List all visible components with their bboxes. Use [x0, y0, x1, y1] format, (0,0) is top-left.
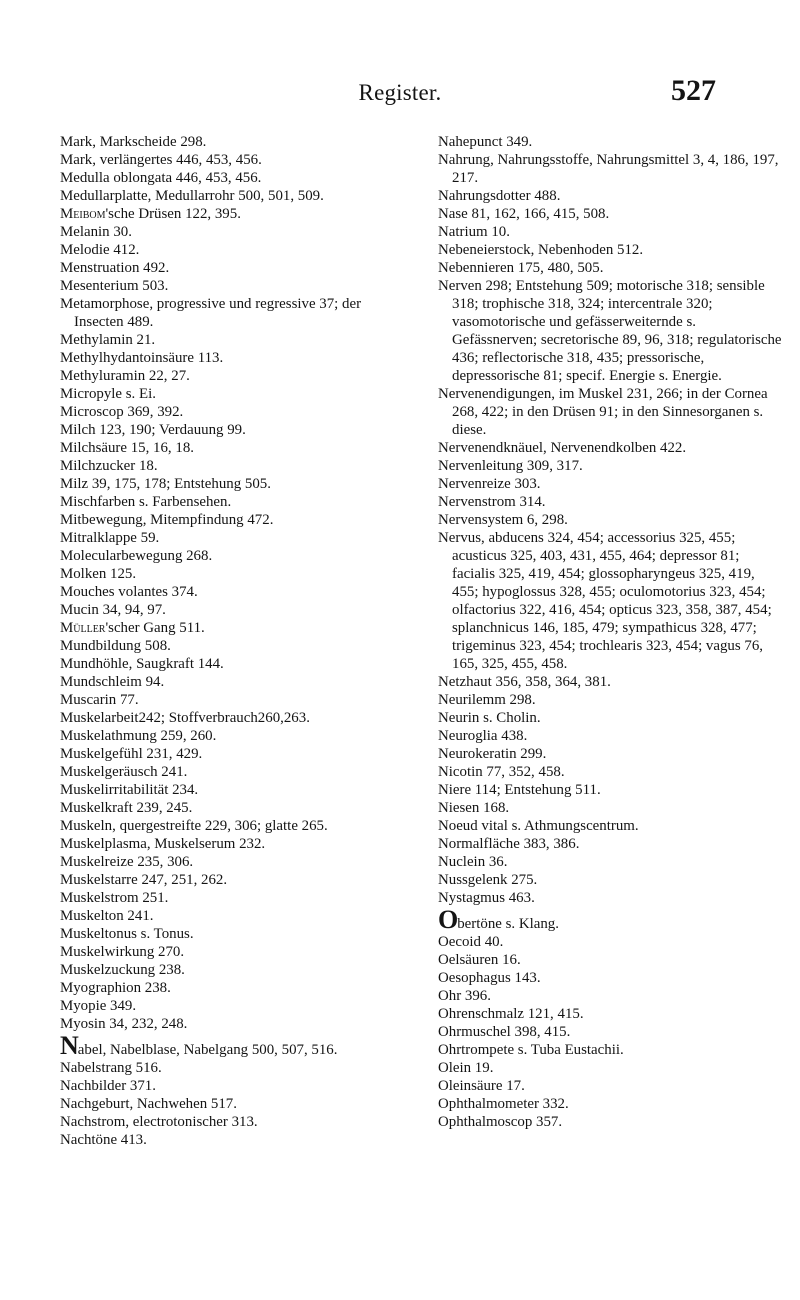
index-entry: Niere 114; Entstehung 511. — [438, 782, 601, 798]
index-entry: Muskelstrom 251. — [60, 890, 169, 906]
index-entry: Nervenendknäuel, Nervenendkolben 422. — [438, 440, 687, 456]
index-entry: Metamorphose, progressive und regressive 37; der Insecten 489. — [60, 296, 362, 330]
index-entry: Nachtöne 413. — [60, 1132, 147, 1148]
index-entry: Muskelarbeit242; Stoffverbrauch260,263. — [60, 710, 310, 726]
index-entry: Neurokeratin 299. — [438, 746, 547, 762]
index-entry: Mundschleim 94. — [60, 674, 165, 690]
index-entry: Nabel, Nabelblase, Nabelgang 500, 507, 516. — [60, 1031, 338, 1060]
index-entry: Milchsäure 15, 16, 18. — [60, 440, 194, 456]
index-entry: Muskelplasma, Muskelserum 232. — [60, 836, 266, 852]
index-entry: Nervenendigungen, im Muskel 231, 266; in der Cornea 268, 422; in den Drüsen 91; in den Sinnesorganen s. diese. — [438, 386, 768, 438]
index-entry: Ophthalmoscop 357. — [438, 1114, 563, 1130]
index-entry: Netzhaut 356, 358, 364, 381. — [438, 674, 611, 690]
index-entry: Myographion 238. — [60, 980, 171, 996]
index-entry: Mitbewegung, Mitempfindung 472. — [60, 512, 274, 528]
index-column-right — [438, 133, 784, 1131]
index-entry: Muskelreize 235, 306. — [60, 854, 194, 870]
index-entry: Methylhydantoinsäure 113. — [60, 350, 224, 366]
index-entry: Methylamin 21. — [60, 332, 156, 348]
index-entry: Noeud vital s. Athmungscentrum. — [438, 818, 639, 834]
index-entry: Muscarin 77. — [60, 692, 139, 708]
index-entry: Müller'scher Gang 511. — [60, 620, 205, 636]
index-column-left — [60, 133, 405, 1149]
index-entry: Nahrung, Nahrungsstoffe, Nahrungsmittel 3, 4, 186, 197, 217. — [438, 152, 779, 186]
index-entry: Milz 39, 175, 178; Entstehung 505. — [60, 476, 271, 492]
index-entry: Meibom'sche Drüsen 122, 395. — [60, 206, 241, 222]
index-entry: Myosin 34, 232, 248. — [60, 1016, 188, 1032]
index-entry: Nystagmus 463. — [438, 890, 535, 906]
index-entry: Nussgelenk 275. — [438, 872, 538, 888]
index-entry: Muskeln, quergestreifte 229, 306; glatte 265. — [60, 818, 328, 834]
index-entry: Melodie 412. — [60, 242, 140, 258]
index-entry: Obertöne s. Klang. — [438, 905, 559, 934]
index-entry: Nervus, abducens 324, 454; accessorius 325, 455; acusticus 325, 403, 431, 455, 464; depressor 81; facialis 325, 419, 454; glossopharyngeus 325, 419, 455; hypoglossus 328, 455; oculomotorius 323, 454; olfactorius 322, 416, 454; opticus 323, 358, 387, 454; splanchnicus 146, 185, 479; sympathicus 328, 477; trigeminus 323, 454; trochlearis 323, 454; vagus 76, 165, 325, 455, 458. — [438, 530, 772, 672]
index-entry: Molken 125. — [60, 566, 137, 582]
index-entry: Mark, Markscheide 298. — [60, 134, 207, 150]
index-entry: Nerven 298; Entstehung 509; motorische 318; sensible 318; trophische 318, 324; intercentrale 320; vasomotorische und gefässerweiternde s. Gefässnerven; secretorische 89, 96, 318; regulatorische 436; reflectorische 318, 435; pressorische, depressorische 81; specif. Energie s. Energie. — [438, 278, 782, 384]
index-entry: Nervenreize 303. — [438, 476, 541, 492]
index-entry: Methyluramin 22, 27. — [60, 368, 190, 384]
index-entry: Milchzucker 18. — [60, 458, 158, 474]
index-entry: Medulla oblongata 446, 453, 456. — [60, 170, 262, 186]
index-entry: Myopie 349. — [60, 998, 137, 1014]
index-entry: Muskelzuckung 238. — [60, 962, 185, 978]
index-entry: Niesen 168. — [438, 800, 510, 816]
index-entry: Muskelgefühl 231, 429. — [60, 746, 203, 762]
index-entry: Oleinsäure 17. — [438, 1078, 525, 1094]
index-entry: Neurilemm 298. — [438, 692, 536, 708]
index-entry: Ohrmuschel 398, 415. — [438, 1024, 571, 1040]
index-entry: Oelsäuren 16. — [438, 952, 521, 968]
index-entry: Mundhöhle, Saugkraft 144. — [60, 656, 224, 672]
index-entry: Oesophagus 143. — [438, 970, 541, 986]
index-entry: Nebennieren 175, 480, 505. — [438, 260, 604, 276]
index-entry: Muskelathmung 259, 260. — [60, 728, 217, 744]
index-entry: Oecoid 40. — [438, 934, 504, 950]
index-entry: Muskelton 241. — [60, 908, 154, 924]
index-entry: Nervenleitung 309, 317. — [438, 458, 583, 474]
index-entry: Ohrtrompete s. Tuba Eustachii. — [438, 1042, 624, 1058]
index-entry: Mucin 34, 94, 97. — [60, 602, 166, 618]
index-entry: Molecularbewegung 268. — [60, 548, 213, 564]
index-entry: Mesenterium 503. — [60, 278, 169, 294]
index-entry: Neuroglia 438. — [438, 728, 528, 744]
index-entry: Nuclein 36. — [438, 854, 508, 870]
index-entry: Nervensystem 6, 298. — [438, 512, 568, 528]
index-entry: Nicotin 77, 352, 458. — [438, 764, 565, 780]
index-entry: Nabelstrang 516. — [60, 1060, 162, 1076]
index-entry: Microscop 369, 392. — [60, 404, 184, 420]
index-entry: Muskelkraft 239, 245. — [60, 800, 193, 816]
index-entry: Milch 123, 190; Verdauung 99. — [60, 422, 246, 438]
index-entry: Ohrenschmalz 121, 415. — [438, 1006, 584, 1022]
index-entry: Nachgeburt, Nachwehen 517. — [60, 1096, 237, 1112]
index-entry: Nahepunct 349. — [438, 134, 533, 150]
index-entry: Nahrungsdotter 488. — [438, 188, 561, 204]
index-entry: Melanin 30. — [60, 224, 132, 240]
index-entry: Nebeneierstock, Nebenhoden 512. — [438, 242, 644, 258]
index-entry: Nervenstrom 314. — [438, 494, 546, 510]
index-entry: Ophthalmometer 332. — [438, 1096, 569, 1112]
index-entry: Nachstrom, electrotonischer 313. — [60, 1114, 258, 1130]
index-entry: Olein 19. — [438, 1060, 494, 1076]
index-entry: Normalfläche 383, 386. — [438, 836, 580, 852]
index-entry: Neurin s. Cholin. — [438, 710, 541, 726]
running-title: Register. — [358, 80, 442, 105]
index-entry: Mark, verlängertes 446, 453, 456. — [60, 152, 262, 168]
index-entry: Natrium 10. — [438, 224, 510, 240]
index-entry: Muskelwirkung 270. — [60, 944, 185, 960]
index-entry: Mouches volantes 374. — [60, 584, 198, 600]
index-entry: Muskelstarre 247, 251, 262. — [60, 872, 228, 888]
index-entry: Muskelgeräusch 241. — [60, 764, 188, 780]
index-entry: Muskelirritabilität 234. — [60, 782, 199, 798]
index-entry: Mitralklappe 59. — [60, 530, 160, 546]
page-number: 527 — [671, 74, 716, 107]
index-entry: Ohr 396. — [438, 988, 491, 1004]
index-entry: Mischfarben s. Farbensehen. — [60, 494, 232, 510]
index-entry: Medullarplatte, Medullarrohr 500, 501, 509. — [60, 188, 324, 204]
index-entry: Mundbildung 508. — [60, 638, 171, 654]
index-entry: Micropyle s. Ei. — [60, 386, 156, 402]
index-entry: Muskeltonus s. Tonus. — [60, 926, 194, 942]
index-entry: Menstruation 492. — [60, 260, 170, 276]
index-entry: Nase 81, 162, 166, 415, 508. — [438, 206, 610, 222]
running-head — [0, 74, 800, 118]
index-entry: Nachbilder 371. — [60, 1078, 156, 1094]
